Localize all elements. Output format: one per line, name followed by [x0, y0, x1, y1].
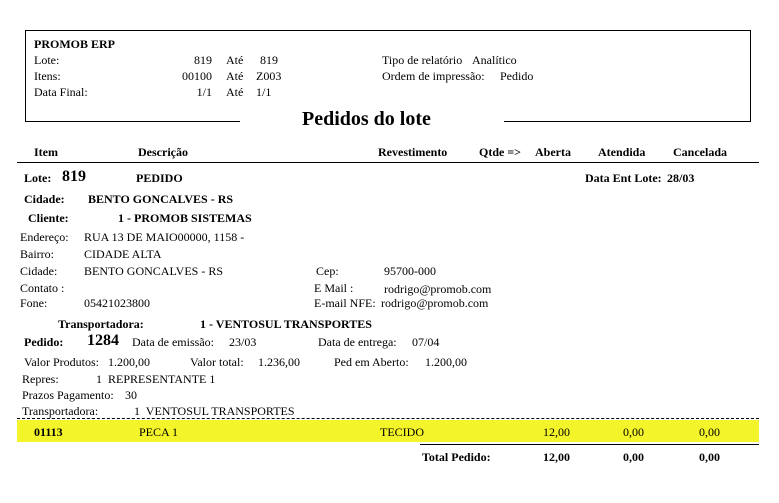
- valor-produtos-label: Valor Produtos:: [24, 355, 99, 369]
- cliente-value: 1 - PROMOB SISTEMAS: [118, 211, 252, 225]
- cidade-label: Cidade:: [24, 192, 65, 206]
- transportadora-value: 1 - VENTOSUL TRANSPORTES: [200, 317, 372, 331]
- item-qtde: 12,00: [543, 425, 570, 439]
- cep-value: 95700-000: [384, 264, 436, 278]
- ordem-impressao-value: Pedido: [500, 69, 534, 83]
- col-atendida: Atendida: [598, 145, 646, 159]
- endereco-label: Endereço:: [20, 230, 69, 244]
- cliente-cidade-label: Cidade:: [20, 264, 58, 278]
- pedido-label: Pedido:: [24, 335, 64, 349]
- bairro-value: CIDADE ALTA: [84, 247, 162, 261]
- item-revestimento: TECIDO: [380, 425, 424, 439]
- total-cancelada: 0,00: [699, 450, 720, 464]
- prazos-value: 30: [125, 388, 137, 402]
- total-separator: [420, 444, 759, 445]
- data-ent-lote-label: Data Ent Lote:: [585, 171, 662, 185]
- email-nfe-value: rodrigo@promob.com: [381, 296, 489, 310]
- email-label: E Mail :: [314, 281, 354, 295]
- bairro-label: Bairro:: [20, 247, 54, 261]
- company-name: PROMOB ERP: [34, 37, 115, 51]
- col-item: Item: [34, 145, 58, 159]
- fone-label: Fone:: [20, 296, 48, 310]
- ped-aberto-value: 1.200,00: [425, 355, 467, 369]
- column-separator: [17, 162, 759, 163]
- total-atendida: 0,00: [623, 450, 644, 464]
- data-from-value: 1/1: [196, 85, 212, 99]
- repres-label: Repres:: [22, 372, 59, 386]
- contato-label: Contato :: [20, 281, 65, 295]
- itens-from-value: 00100: [182, 69, 212, 83]
- data-ent-lote-value: 28/03: [667, 171, 695, 185]
- report-title: Pedidos do lote: [302, 108, 431, 130]
- cep-label: Cep:: [316, 264, 339, 278]
- ordem-impressao-label: Ordem de impressão:: [382, 69, 485, 83]
- valor-total-value: 1.236,00: [258, 355, 300, 369]
- col-descricao: Descrição: [138, 145, 188, 159]
- pedido-transp-value: 1 VENTOSUL TRANSPORTES: [134, 404, 295, 418]
- lote-label: Lote:: [24, 171, 52, 185]
- pedido-transp-label: Transportadora:: [22, 404, 99, 418]
- data-emissao-label: Data de emissão:: [132, 335, 214, 349]
- repres-value: 1 REPRESENTANTE 1: [96, 372, 216, 386]
- lote-ate-label: Até: [226, 53, 244, 67]
- endereco-value: RUA 13 DE MAIO00000, 1158 -: [84, 230, 245, 244]
- lote-filter-label: Lote:: [34, 53, 60, 67]
- col-qtde: Qtde =>: [479, 145, 522, 159]
- cidade-value: BENTO GONCALVES - RS: [88, 192, 234, 206]
- email-value: rodrigo@promob.com: [384, 282, 492, 296]
- data-entrega-label: Data de entrega:: [318, 335, 397, 349]
- item-desc: PECA 1: [139, 425, 179, 439]
- lote-from-value: 819: [194, 53, 212, 67]
- total-pedido-label: Total Pedido:: [422, 450, 491, 464]
- col-aberta: Aberta: [535, 145, 571, 159]
- data-final-label: Data Final:: [34, 85, 88, 99]
- itens-ate-label: Até: [226, 69, 244, 83]
- item-separator: [17, 418, 759, 419]
- fone-value: 05421023800: [84, 296, 150, 310]
- itens-filter-label: Itens:: [34, 69, 61, 83]
- lote-to-value: 819: [260, 53, 278, 67]
- prazos-label: Prazos Pagamento:: [22, 388, 114, 402]
- email-nfe-label: E-mail NFE:: [314, 296, 376, 310]
- data-ate-label: Até: [226, 85, 244, 99]
- valor-produtos-value: 1.200,00: [108, 355, 150, 369]
- item-atendida: 0,00: [623, 425, 644, 439]
- cliente-label: Cliente:: [28, 211, 69, 225]
- tipo-relatorio-label: Tipo de relatório: [382, 53, 463, 67]
- cliente-cidade-value: BENTO GONCALVES - RS: [84, 264, 224, 278]
- col-revestimento: Revestimento: [378, 145, 448, 159]
- data-emissao-value: 23/03: [229, 335, 257, 349]
- pedido-number: 1284: [87, 332, 119, 349]
- item-code: 01113: [34, 425, 63, 439]
- lote-desc: PEDIDO: [136, 171, 183, 185]
- data-to-value: 1/1: [256, 85, 272, 99]
- data-entrega-value: 07/04: [412, 335, 440, 349]
- ped-aberto-label: Ped em Aberto:: [334, 355, 409, 369]
- col-cancelada: Cancelada: [673, 145, 727, 159]
- item-cancelada: 0,00: [699, 425, 720, 439]
- lote-number: 819: [62, 168, 86, 185]
- transportadora-label: Transportadora:: [58, 317, 144, 331]
- itens-to-value: Z003: [256, 69, 282, 83]
- valor-total-label: Valor total:: [190, 355, 244, 369]
- tipo-relatorio-value: Analítico: [472, 53, 517, 67]
- total-qtde: 12,00: [543, 450, 570, 464]
